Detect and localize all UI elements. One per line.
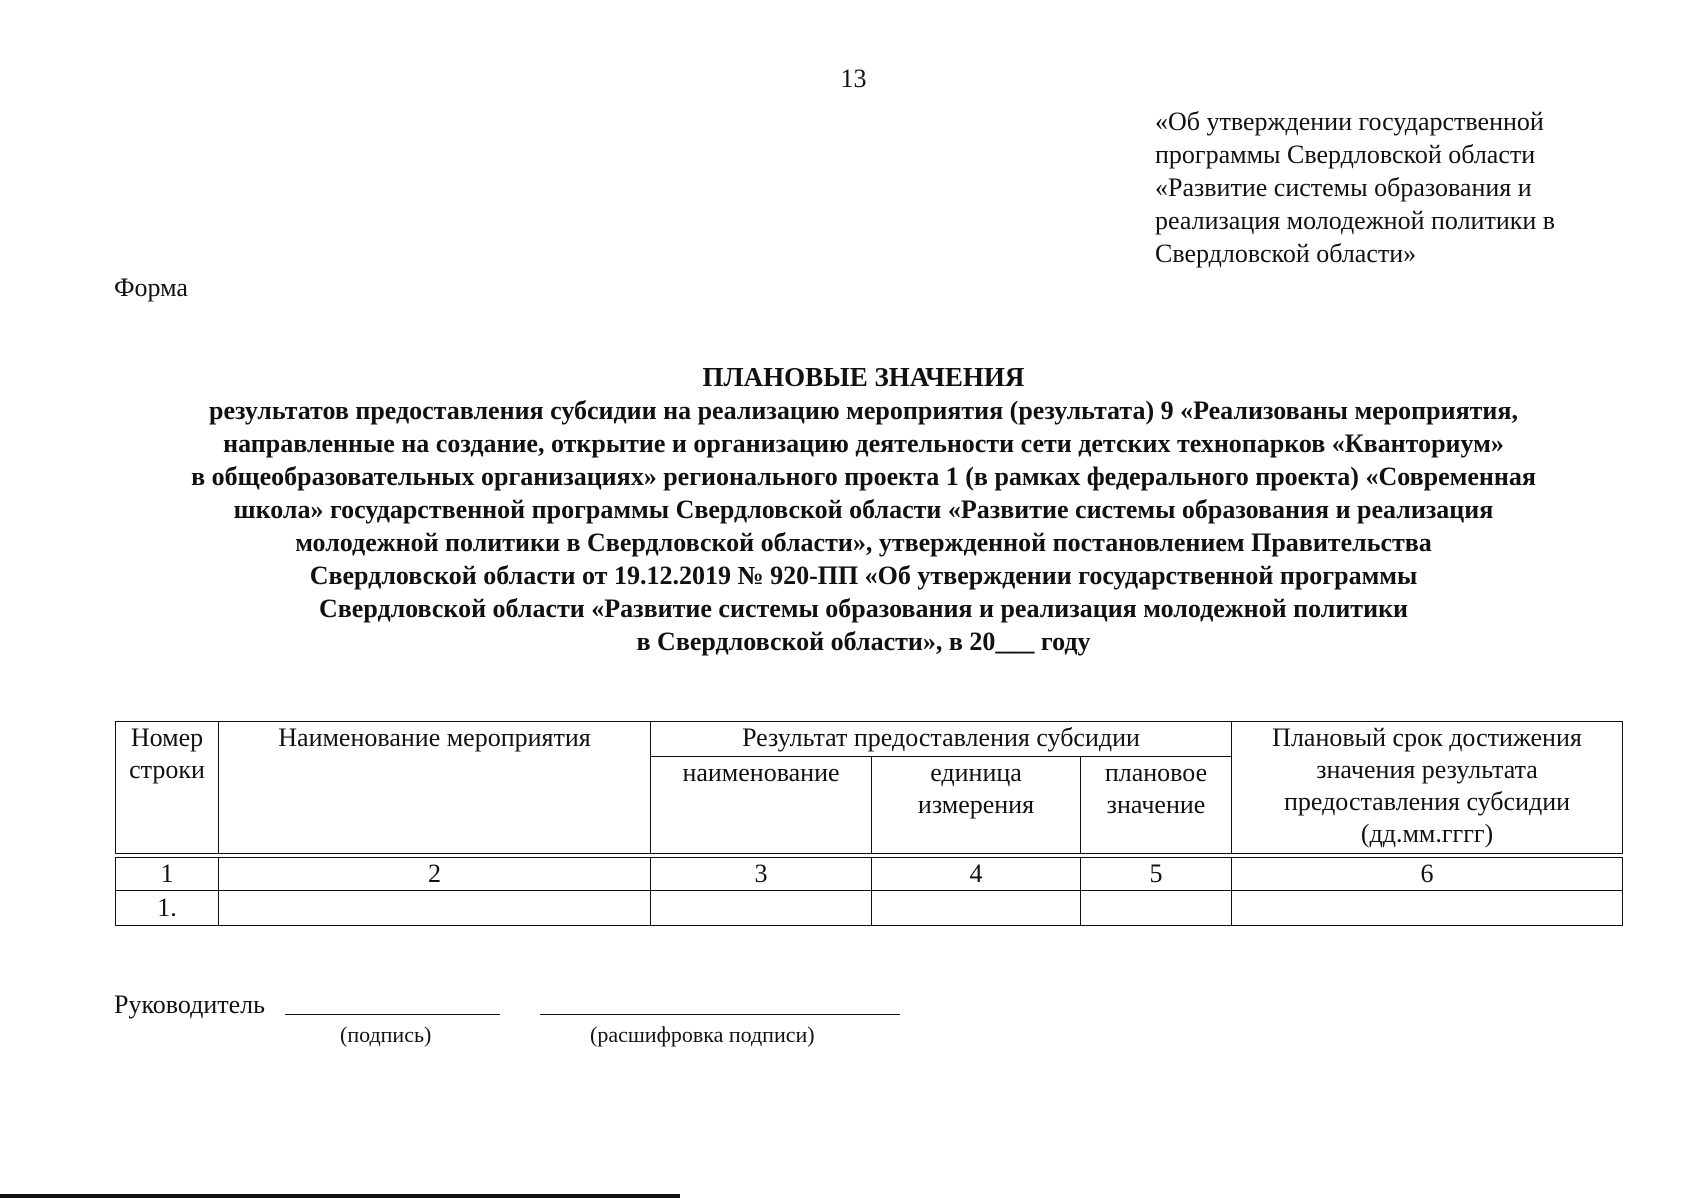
- column-number: 5: [1081, 858, 1232, 891]
- page-number: 13: [840, 64, 867, 93]
- title-line: результатов предоставления субсидии на реализацию мероприятия (результата) 9 «Реализованы мероприятия,: [209, 396, 1518, 425]
- header-ref-line: программы Свердловской области: [1155, 140, 1536, 169]
- column-number-row: [116, 858, 1623, 891]
- signature-decode-caption: (расшифровка подписи): [590, 1022, 815, 1047]
- signature-label: Руководитель: [114, 990, 265, 1019]
- cell-value: [1081, 891, 1232, 926]
- column-number: 4: [872, 858, 1081, 891]
- title-line: в общеобразовательных организациях» регионального проекта 1 (в рамках федерального проекта) «Современная: [191, 462, 1536, 491]
- signature-decode-line: [540, 992, 900, 1015]
- title-line: в Свердловской области», в 20___ году: [636, 627, 1091, 656]
- cell-name: [651, 891, 872, 926]
- signature-line: [285, 992, 500, 1015]
- title-line: Свердловской области «Развитие системы образования и реализация молодежной политики: [318, 594, 1409, 623]
- header-ref-line: реализация молодежной политики в: [1155, 206, 1556, 235]
- signature-caption: (подпись): [340, 1022, 432, 1047]
- form-label: Форма: [114, 273, 188, 302]
- header-deadline: Плановый срок достижения значения результата предоставления субсидии (дд.мм.гггг): [1232, 722, 1623, 854]
- title-line: направленные на создание, открытие и организацию деятельности сети детских технопарков «Кванториум»: [223, 429, 1504, 458]
- column-number: 3: [651, 858, 872, 891]
- cell-row-number: 1.: [116, 891, 219, 926]
- table-row: [116, 891, 1623, 926]
- header-planned-value: плановое значение: [1081, 757, 1232, 854]
- bottom-rule: [0, 1194, 680, 1198]
- title-line: молодежной политики в Свердловской области», утвержденной постановлением Правительства: [295, 528, 1432, 557]
- header-event-name: Наименование мероприятия: [219, 722, 651, 854]
- header-name: наименование: [651, 757, 872, 854]
- title-line: Свердловской области от 19.12.2019 № 920-ПП «Об утверждении государственной программы: [309, 561, 1418, 590]
- header-unit: единица измерения: [872, 757, 1081, 854]
- header-ref-line: Свердловской области»: [1155, 239, 1417, 268]
- column-number: 2: [219, 858, 651, 891]
- title-line: школа» государственной программы Свердловской области «Развитие системы образования и реализация: [233, 495, 1494, 524]
- header-result-group: Результат предоставления субсидии: [651, 722, 1232, 757]
- column-number: 6: [1232, 858, 1623, 891]
- header-ref-line: «Об утверждении государственной: [1155, 107, 1544, 136]
- column-number: 1: [116, 858, 219, 891]
- cell-unit: [872, 891, 1081, 926]
- cell-event: [219, 891, 651, 926]
- header-ref-line: «Развитие системы образования и: [1155, 173, 1532, 202]
- header-row-number: Номер строки: [116, 722, 219, 854]
- cell-deadline: [1232, 891, 1623, 926]
- document-title: [90, 360, 1637, 658]
- title-main: ПЛАНОВЫЕ ЗНАЧЕНИЯ: [702, 362, 1025, 392]
- header-reference: [1155, 105, 1675, 270]
- planned-values-table: [115, 721, 1623, 926]
